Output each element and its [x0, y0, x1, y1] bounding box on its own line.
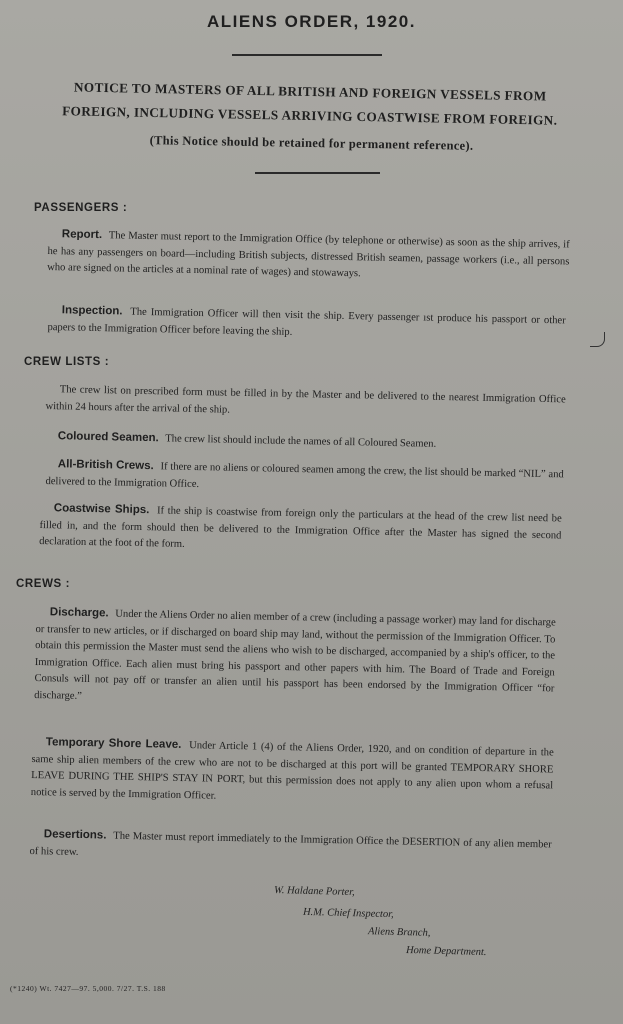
coastwise-lead: Coastwise Ships. — [53, 502, 150, 517]
shore-leave-text: Under Article 1 (4) of the Aliens Order, 1920, and on condition of departure in the same ship alien members of the crew who are not to be discharged at this port will be granted TEMPORARY SHORE LEAVE DURING THE SHIP'S STAY IN PORT, but this permission does not apply to any alien upon whom a refusal notice is served by the Immigration Officer. — [30, 740, 554, 802]
signature-branch: Aliens Branch, — [367, 926, 431, 939]
crew-list-intro-paragraph: The crew list on prescribed form must be filled in by the Master and be delivered to the nearest Immigration Office within 24 hours after the arrival of the ship. — [45, 384, 566, 416]
coloured-seamen-text: The crew list should include the names of all Coloured Seamen. — [165, 433, 437, 450]
retain-note: (This Notice should be retained for permanent reference). — [149, 133, 474, 153]
notice-line-1: NOTICE TO MASTERS OF ALL BRITISH AND FOREIGN VESSELS FROM — [73, 79, 547, 104]
title-rule — [232, 54, 382, 56]
crew-lists-heading: CREW LISTS : — [24, 356, 110, 368]
coloured-seamen-paragraph — [46, 428, 566, 456]
all-british-lead: All-British Crews. — [57, 458, 154, 473]
inspection-lead: Inspection. — [61, 304, 123, 318]
desertions-paragraph — [29, 826, 552, 870]
notice-rule — [255, 172, 380, 174]
signature-name: W. Haldane Porter, — [273, 884, 355, 899]
document-title: ALIENS ORDER, 1920. — [207, 12, 416, 31]
inspection-paragraph — [47, 302, 566, 346]
passengers-heading: PASSENGERS : — [34, 202, 128, 214]
coastwise-paragraph — [39, 500, 562, 561]
discharge-paragraph — [34, 604, 556, 714]
inspection-text: The Immigration Officer will then visit the ship. Every passenger ıst produce his passport or other papers to the Immigration Officer before leaving the ship. — [47, 306, 566, 338]
coastwise-text: If the ship is coastwise from foreign only the particulars at the head of the crew list need be filled in, and the form should then be delivered to the Immigration Office after the Master has signed the second declaration at the foot of the form. — [39, 505, 562, 550]
report-text: The Master must report to the Immigration Office (by telephone or otherwise) as soon as the ship arrives, if he has any passengers on board—including British subjects, distressed British seamen, passage workers (i.e., all persons who are signed on the articles at a nominal rate of wages) and stowaways. — [47, 230, 570, 280]
crews-heading: CREWS : — [16, 578, 71, 590]
margin-mark — [590, 332, 605, 347]
all-british-text: If there are no aliens or coloured seamen among the crew, the list should be marked “NIL” and delivered to the Immigration Office. — [45, 461, 564, 490]
signature-role: H.M. Chief Inspector, — [302, 906, 394, 921]
shore-leave-paragraph — [31, 734, 554, 811]
all-british-paragraph — [45, 456, 564, 500]
coloured-seamen-lead: Coloured Seamen. — [57, 430, 159, 445]
discharge-lead: Discharge. — [49, 606, 109, 620]
desertions-text: The Master must report immediately to the Immigration Office the DESERTION of any alien member of his crew. — [29, 830, 552, 858]
desertions-lead: Desertions. — [43, 828, 107, 842]
signature-dept: Home Department. — [405, 944, 487, 959]
notice-heading — [36, 75, 585, 134]
report-paragraph — [47, 226, 570, 287]
print-reference: (*1240) Wt. 7427—97. 5,000. 7/27. T.S. 188 — [10, 984, 166, 993]
discharge-text: Under the Aliens Order no alien member of a crew (including a passage worker) may land for discharge or transfer to new articles, or if discharged on board ship may land, without the permission of the Immigration Officer. To obtain this permission the Master must send the aliens who wish to be discharged, accompanied by a ship's officer, to the Immigration Office. Each alien must bring his passport and other papers with him. The Board of Trade and Foreign Consuls will not pay off or transfer an alien until his passport has been endorsed by the Immigration Officer “for discharge.” — [34, 608, 556, 702]
shore-leave-lead: Temporary Shore Leave. — [45, 736, 182, 751]
notice-line-2: FOREIGN, INCLUDING VESSELS ARRIVING COASTWISE FROM FOREIGN. — [62, 103, 558, 128]
report-lead: Report. — [61, 228, 103, 242]
